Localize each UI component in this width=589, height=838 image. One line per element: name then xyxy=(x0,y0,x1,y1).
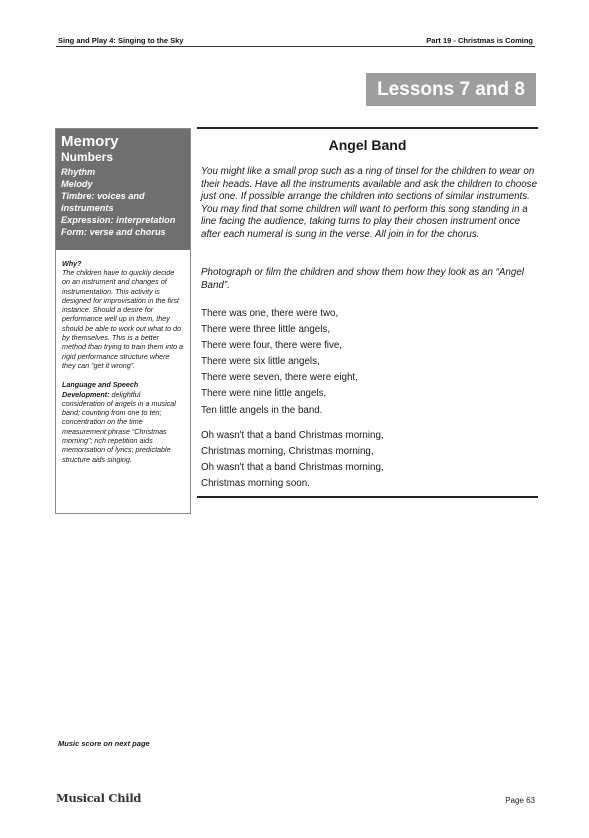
header-divider xyxy=(56,46,535,47)
running-header-book-title: Sing and Play 4: Singing to the Sky xyxy=(58,36,184,45)
language-note xyxy=(62,380,184,464)
page-number: Page 63 xyxy=(505,796,535,805)
why-heading: Why? xyxy=(62,259,82,268)
why-text: The children have to quickly decide on an instrument and changes of instrumentation. This activity is designed for improvisation in the first instance. Should a desire for performance well up in them, they should be able to work out what to do by themselves. This is a better method than trying to train them into a rigid performance structure where they can “get it wrong”. xyxy=(62,268,184,370)
sidebar-item-melody: Melody xyxy=(61,179,93,189)
sidebar-item-rhythm: Rhythm xyxy=(61,167,96,177)
verse-lyrics xyxy=(201,306,358,419)
sidebar-notes xyxy=(56,250,190,464)
sidebar-title: Memory xyxy=(61,133,119,150)
chorus-line: Oh wasn't that a band Christmas morning, xyxy=(201,462,384,474)
content-bottom-rule xyxy=(197,496,538,498)
photo-paragraph xyxy=(201,267,537,292)
verse-line: There were nine little angels, xyxy=(201,388,327,400)
sidebar-item-form: Form: verse and chorus xyxy=(61,227,166,237)
verse-line: There were three little angels, xyxy=(201,324,331,336)
sidebar-subtitle: Numbers xyxy=(61,150,114,164)
intro-paragraph xyxy=(201,166,537,242)
photo-text: Photograph or film the children and show them how they look as an “Angel Band”. xyxy=(201,267,524,291)
verse-line: There were four, there were five, xyxy=(201,340,343,352)
verse-line: There were seven, there were eight, xyxy=(201,372,358,384)
language-heading: Language and Speech Development: xyxy=(62,380,139,399)
musical-child-logo: Musical Child xyxy=(56,791,142,805)
song-title: Angel Band xyxy=(328,137,407,153)
chorus-lyrics xyxy=(201,428,384,492)
running-header-part-title: Part 19 - Christmas is Coming xyxy=(426,36,533,45)
content-top-rule xyxy=(197,127,538,129)
verse-line: There was one, there were two, xyxy=(201,308,339,319)
verse-line: There were six little angels, xyxy=(201,356,320,368)
skills-sidebar xyxy=(55,128,191,514)
sidebar-item-timbre: Timbre: voices and instruments xyxy=(61,191,145,213)
next-page-note: Music score on next page xyxy=(58,739,150,748)
intro-text: You might like a small prop such as a ring of tinsel for the children to wear on their heads. Have all the instruments available and ask the children to choose just one. If possible arrange the children into sections of similar instruments. You may find that some children will want to perform this song standing in a line facing the audience, taking turns to play their chosen instrument once after each numeral is sung in the verse. All join in for the chorus. xyxy=(201,166,538,240)
chorus-line: Oh wasn't that a band Christmas morning, xyxy=(201,430,384,441)
lesson-banner: Lessons 7 and 8 xyxy=(366,73,536,106)
language-text: delightful consideration of angels in a musical band; counting from one to ten; concentration on the time measurement phrase “Christmas morning”; rich repetition aids memorisation of lyrics; predictable structure aids singing. xyxy=(62,389,176,464)
sidebar-skills-panel xyxy=(56,129,190,250)
verse-line: Ten little angels in the band. xyxy=(201,404,323,416)
chorus-line: Christmas morning soon. xyxy=(201,478,310,490)
sidebar-item-expression: Expression: interpretation xyxy=(61,215,176,225)
chorus-line: Christmas morning, Christmas morning, xyxy=(201,446,374,458)
